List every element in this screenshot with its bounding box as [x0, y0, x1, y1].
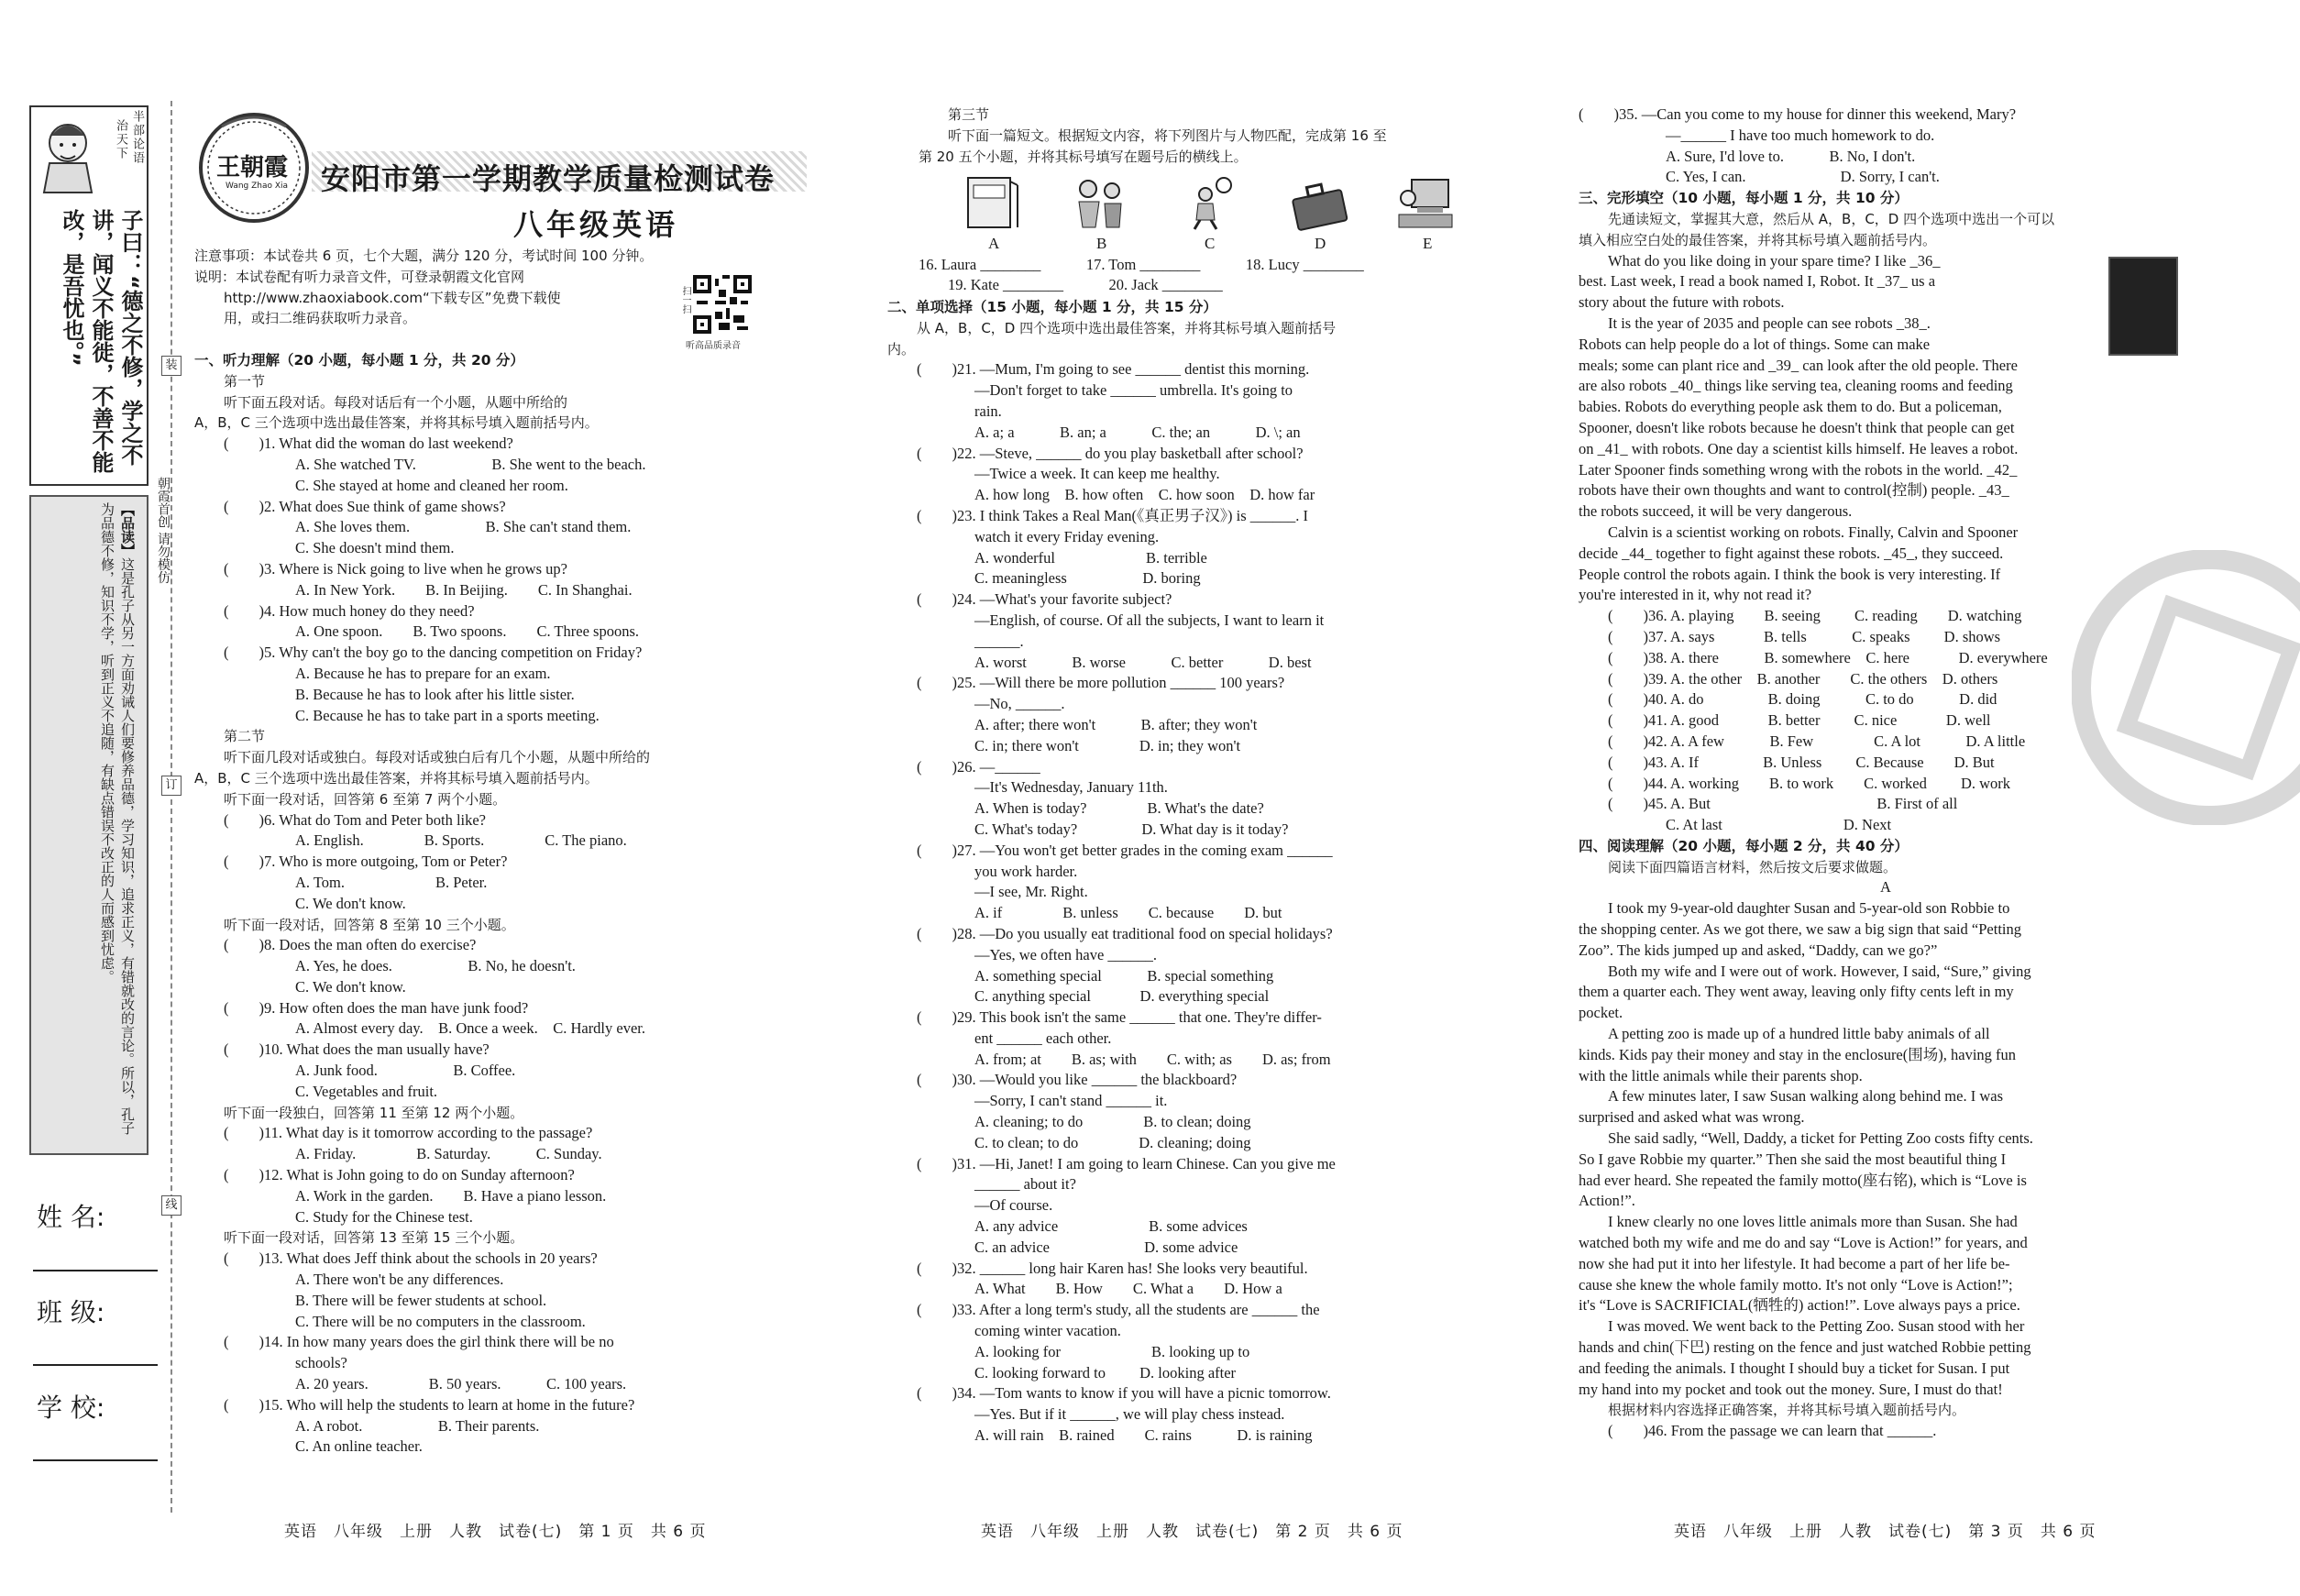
picture-label-c: C: [1205, 235, 1216, 252]
text-line: with the little animals while their parents shop.: [1579, 1066, 1863, 1084]
text-line: C. We don't know.: [295, 894, 406, 912]
text-line: ( )41. A. good B. better C. nice D. well: [1608, 711, 1991, 730]
text-line: ( )36. A. playing B. seeing C. reading D. watching: [1608, 607, 2022, 625]
class-label: 班 级:: [37, 1297, 105, 1327]
text-line: 用，或扫二维码获取听力录音。: [224, 310, 417, 327]
qr-scan-label: 扫一扫: [680, 286, 690, 314]
math-book-picture-icon: [963, 174, 1027, 231]
text-line: ( )9. How often does the man have junk food?: [224, 998, 529, 1017]
text-line: —English, of course. Of all the subjects, I want to learn it: [974, 611, 1325, 629]
text-line: ( )32. ______ long hair Karen has! She looks very beautiful.: [917, 1259, 1308, 1277]
text-line: C. An online teacher.: [295, 1437, 423, 1456]
text-line: them a quarter each. They went away, leaving only fifty cents left in my: [1579, 983, 2014, 1001]
text-line: ( )42. A. A few B. Few C. A lot D. A little: [1608, 732, 2026, 750]
text-line: had ever heard. She repeated the family motto(座右铭), which is “Love is: [1579, 1171, 2027, 1189]
text-line: 听下面一段对话，回答第 13 至第 15 三个小题。: [224, 1229, 524, 1247]
text-line: 填入相应空白处的最佳答案，并将其标号填入题前括号内。: [1579, 231, 1937, 248]
text-line: decide _44_ together to fight against these robots. _45_, they succeed.: [1579, 544, 2004, 562]
logo-text: 王朝霞: [216, 154, 289, 182]
exam-subtitle: 八年级英语: [513, 207, 679, 242]
text-line: schools?: [295, 1354, 347, 1372]
text-line: —Twice a week. It can keep me healthy.: [974, 465, 1220, 483]
text-line: A. from; at B. as; with C. with; as D. as; from: [974, 1050, 1331, 1068]
text-line: A. She watched TV. B. She went to the beach.: [295, 455, 646, 473]
text-line: A. after; there won't B. after; they won't: [974, 715, 1258, 733]
text-line: B. Because he has to look after his little sister.: [295, 685, 575, 703]
text-line: A. how long B. how often C. how soon D. how far: [974, 486, 1315, 504]
page3-footer: 英语 八年级 上册 人教 试卷(七) 第 3 页 共 6 页: [1674, 1523, 2096, 1541]
text-line: ( )12. What is John going to do on Sunday afternoon?: [224, 1166, 575, 1184]
text-line: 二、单项选择（15 小题，每小题 1 分，共 15 分）: [887, 299, 1217, 315]
text-line: ( )29. This book isn't the same ______ that one. They're differ-: [917, 1008, 1322, 1027]
text-line: ent ______ each other.: [974, 1029, 1112, 1047]
text-line: ( )3. Where is Nick going to live when he grows up?: [224, 559, 567, 578]
text-line: —Don't forget to take ______ umbrella. It's going to: [974, 381, 1293, 400]
cut-mark-xian: 线: [161, 1195, 182, 1216]
text-line: 注意事项：本试卷共 6 页，七个大题，满分 120 分，考试时间 100 分钟。: [194, 248, 654, 264]
text-line: http://www.zhaoxiabook.com“下载专区”免费下载使: [224, 289, 561, 306]
text-line: the robots succeed, it will be very dangerous.: [1579, 502, 1853, 521]
text-line: now she had put it into her lifestyle. It had become a part of her life be-: [1579, 1254, 2010, 1272]
text-line: A. Work in the garden. B. Have a piano lesson.: [295, 1186, 607, 1205]
text-line: rain.: [974, 402, 1002, 420]
text-line: ( )34. —Tom wants to know if you will have a picnic tomorrow.: [917, 1384, 1331, 1403]
text-line: best. Last week, I read a book named I, Robot. It _37_ us a: [1579, 272, 1936, 291]
text-line: C. At last D. Next: [1666, 816, 1892, 834]
text-line: ( )37. A. says B. tells C. speaks D. shows: [1608, 627, 2001, 645]
text-line: ( )7. Who is more outgoing, Tom or Peter?: [224, 853, 508, 871]
text-line: It is the year of 2035 and people can see robots _38_.: [1608, 314, 1931, 332]
text-line: ( )21. —Mum, I'm going to see ______ dentist this morning.: [917, 360, 1310, 379]
text-line: kinds. Kids pay their money and stay in the enclosure(围场), having fun: [1579, 1045, 2017, 1063]
text-line: —______ I have too much homework to do.: [1666, 126, 1935, 144]
text-line: ( )31. —Hi, Janet! I am going to learn Chinese. Can you give me: [917, 1154, 1336, 1172]
text-line: —No, ______.: [974, 695, 1065, 713]
text-line: A. Almost every day. B. Once a week. C. Hardly ever.: [295, 1019, 645, 1038]
text-line: ( )30. —Would you like ______ the blackboard?: [917, 1071, 1238, 1089]
text-line: ______ about it?: [974, 1175, 1076, 1194]
page2-footer: 英语 八年级 上册 人教 试卷(七) 第 2 页 共 6 页: [981, 1523, 1403, 1541]
text-line: So I gave Robbie my quarter.” Then she said the most beautiful thing I: [1579, 1150, 2007, 1168]
text-line: 从 A，B，C，D 四个选项中选出最佳答案，并将其标号填入题前括号: [917, 319, 1337, 336]
text-line: 内。: [887, 340, 916, 358]
text-line: Both my wife and I were out of work. However, I said, “Sure,” giving: [1608, 962, 2031, 980]
text-line: you work harder.: [974, 862, 1078, 880]
page2-column: [887, 297, 1502, 1447]
text-line: —Of course.: [974, 1196, 1053, 1215]
text-line: A. There won't be any differences.: [295, 1271, 504, 1289]
text-line: People control the robots again. I think the book is very interesting. If: [1579, 565, 2001, 583]
text-line: I was moved. We went back to the Petting Zoo. Susan stood with her: [1608, 1317, 2025, 1336]
text-line: A. Junk food. B. Coffee.: [295, 1062, 516, 1080]
text-line: babies. Robots do everything people ask them to do. But a policeman,: [1579, 398, 2002, 416]
match-line: 16. Laura ________ 17. Tom ________ 18. Lucy ________: [919, 256, 1364, 273]
text-line: ( )38. A. there B. somewhere C. here D. everywhere: [1608, 648, 2048, 666]
text-line: C. anything special D. everything special: [974, 987, 1270, 1006]
motto-head-2: 治天下: [114, 119, 127, 160]
text-line: C. meaningless D. boring: [974, 569, 1201, 588]
text-line: B. There will be fewer students at school.: [295, 1291, 547, 1309]
text-line: ( )46. From the passage we can learn that ______.: [1608, 1422, 1937, 1440]
text-line: on _41_ with robots. One day a scientist kills himself. He leaves a robot.: [1579, 439, 2019, 457]
text-line: 三、完形填空（10 小题，每小题 1 分，共 10 分）: [1579, 190, 1909, 207]
text-line: robots have their own thoughts and want to control(控制) people. _43_: [1579, 481, 2009, 500]
text-line: pocket.: [1579, 1004, 1623, 1022]
page2-top: [919, 105, 1505, 167]
text-line: A. worst B. worse C. better D. best: [974, 653, 1312, 671]
text-line: the shopping center. As we got there, we saw a big sign that said “Petting: [1579, 920, 2021, 939]
text-line: C. Vegetables and fruit.: [295, 1082, 438, 1100]
text-line: ( )13. What does Jeff think about the schools in 20 years?: [224, 1249, 598, 1268]
text-line: meals; some can plant rice and _39_ can look after the old people. There: [1579, 356, 2018, 374]
pindu-label: 【品读】: [119, 502, 136, 557]
text-line: A. if B. unless C. because D. but: [974, 904, 1282, 922]
text-line: A. cleaning; to do B. to clean; doing: [974, 1113, 1251, 1131]
text-line: 根据材料内容选择正确答案，并将其标号填入题前括号内。: [1608, 1402, 1966, 1419]
text-line: ( )44. A. working B. to work C. worked D. work: [1608, 774, 2011, 792]
text-line: ( )14. In how many years does the girl think there will be no: [224, 1333, 614, 1351]
text-line: ( )40. A. do B. doing C. to do D. did: [1608, 690, 1997, 709]
text-line: A. A robot. B. Their parents.: [295, 1416, 540, 1435]
text-line: my hand into my pocket and took out the money. Sure, I must do that!: [1579, 1380, 2003, 1398]
text-line: ( )23. I think Takes a Real Man(《真正男子汉》) is ______. I: [917, 506, 1309, 524]
text-line: I knew clearly no one loves little animals more than Susan. She had: [1608, 1213, 2018, 1231]
text-line: ( )45. A. But B. First of all: [1608, 795, 1958, 813]
text-line: 听下面一段独白，回答第 11 至第 12 两个小题。: [224, 1104, 524, 1121]
text-line: C. Study for the Chinese test.: [295, 1207, 473, 1226]
text-line: ( )33. After a long term's study, all the students are ______ the: [917, 1301, 1320, 1319]
text-line: 19. Kate ________ 20. Jack ________: [948, 276, 1223, 293]
page2-match: [919, 275, 1505, 296]
page1-footer: 英语 八年级 上册 人教 试卷(七) 第 1 页 共 6 页: [284, 1523, 707, 1541]
text-line: cause she knew the whole family motto. It's not only “Love is Action!”;: [1579, 1275, 2013, 1293]
name-field[interactable]: [33, 1270, 158, 1271]
text-line: ( )27. —You won't get better grades in the coming exam ______: [917, 841, 1333, 859]
text-line: 听下面一段对话，回答第 6 至第 7 两个小题。: [224, 790, 507, 808]
match-row-1: [919, 255, 1505, 276]
motto-quote: 子曰：“德之不修，学之不讲，闻义不能徙，不善不能改，是吾忧也。”: [59, 209, 143, 473]
text-line: coming winter vacation.: [974, 1322, 1121, 1340]
motto-head-1: 半部论语: [130, 110, 144, 165]
text-line: A. One spoon. B. Two spoons. C. Three spoons.: [295, 622, 639, 641]
text-line: C. There will be no computers in the classroom.: [295, 1312, 586, 1330]
computer-user-picture-icon: [1393, 174, 1458, 231]
text-line: ( )11. What day is it tomorrow according to the passage?: [224, 1124, 593, 1142]
picture-label-b: B: [1096, 235, 1107, 252]
text-line: C. We don't know.: [295, 977, 406, 996]
text-line: A. 20 years. B. 50 years. C. 100 years.: [295, 1375, 627, 1393]
text-line: Robots can help people do a lot of things. Some can make: [1579, 335, 1931, 353]
page1-column: [194, 246, 799, 1458]
text-line: C. Because he has to take part in a sports meeting.: [295, 706, 600, 724]
text-line: Later Spooner finds something wrong with the robots in the world. _42_: [1579, 460, 2018, 479]
kids-playing-picture-icon: [1068, 174, 1132, 231]
text-line: watch it every Friday evening.: [974, 527, 1160, 545]
qr-caption: 听高品质录音: [686, 341, 741, 351]
text-line: A few minutes later, I saw Susan walking along behind me. I was: [1608, 1087, 2003, 1106]
text-line: A，B，C 三个选项中选出最佳答案，并将其标号填入题前括号内。: [194, 769, 599, 787]
text-line: A. any advice B. some advices: [974, 1217, 1248, 1236]
text-line: ( )5. Why can't the boy go to the dancing competition on Friday?: [224, 644, 643, 662]
school-label: 学 校:: [37, 1392, 105, 1423]
text-line: —Yes, we often have ______.: [974, 945, 1158, 963]
text-line: 听下面一篇短文。根据短文内容，将下列图片与人物匹配，完成第 16 至: [948, 127, 1387, 144]
text-line: 一、听力理解（20 小题，每小题 1 分，共 20 分）: [194, 351, 524, 369]
text-line: A. Sure, I'd love to. B. No, I don't.: [1666, 147, 1916, 165]
cut-line: [171, 101, 172, 1513]
text-line: watched both my wife and me do and say “Love is Action!” for years, and: [1579, 1234, 2028, 1252]
copyright-notice: 朝霞首创 请勿模仿: [156, 477, 171, 584]
text-line: A. will rain B. rained C. rains D. is raining: [974, 1426, 1313, 1445]
text-line: A. What B. How C. What a D. How a: [974, 1280, 1282, 1298]
text-line: 先通读短文，掌握其大意，然后从 A，B，C，D 四个选项中选出一个可以: [1608, 210, 2055, 227]
text-line: A. In New York. B. In Beijing. C. In Shanghai.: [295, 580, 633, 599]
text-line: 听下面一段对话，回答第 8 至第 10 三个小题。: [224, 916, 515, 933]
text-line: story about the future with robots.: [1579, 293, 1785, 312]
text-line: 第 20 五个小题，并将其标号填写在题号后的横线上。: [919, 148, 1248, 165]
text-line: A. Tom. B. Peter.: [295, 873, 488, 891]
basketball-player-picture-icon: [1178, 174, 1242, 231]
text-line: ( )43. A. If B. Unless C. Because D. But: [1608, 753, 1995, 771]
text-line: ( )28. —Do you usually eat traditional food on special holidays?: [917, 924, 1333, 942]
text-line: ( )24. —What's your favorite subject?: [917, 590, 1172, 609]
text-line: She said sadly, “Well, Daddy, a ticket for Petting Zoo costs fifty cents.: [1608, 1129, 2033, 1148]
text-line: 阅读下面四篇语言材料，然后按文后要求做题。: [1608, 858, 1898, 875]
text-line: ( )25. —Will there be more pollution ______ 100 years?: [917, 674, 1285, 692]
text-line: C. in; there won't D. in; they won't: [974, 736, 1241, 754]
cut-mark-zhuang: 装: [161, 356, 182, 376]
text-line: A. something special B. special something: [974, 966, 1274, 985]
text-line: ( )26. —______: [917, 757, 1040, 776]
text-line: you're interested in it, why not read it?: [1579, 586, 1812, 604]
text-line: ( )4. How much honey do they need?: [224, 601, 475, 620]
text-line: ( )8. Does the man often do exercise?: [224, 936, 477, 954]
text-line: C. an advice D. some advice: [974, 1238, 1238, 1256]
text-line: A. Yes, he does. B. No, he doesn't.: [295, 957, 576, 975]
text-line: I took my 9-year-old daughter Susan and 5-year-old son Robbie to: [1608, 899, 2010, 918]
confucius-illustration-icon: [33, 108, 116, 195]
text-line: A. Because he has to prepare for an exam.: [295, 664, 551, 682]
text-line: A. wonderful B. terrible: [974, 548, 1207, 567]
briefcase-picture-icon: [1288, 174, 1352, 231]
text-line: 第三节: [948, 106, 990, 123]
text-line: ______.: [974, 632, 1024, 650]
page3-column: [1579, 105, 2193, 1442]
text-line: and feeding the animals. I thought I should buy a ticket for Susan. I put: [1579, 1359, 2010, 1377]
text-line: 听下面五段对话。每段对话后有一个小题，从题中所给的: [224, 393, 568, 411]
text-line: ( )15. Who will help the students to learn at home in the future?: [224, 1395, 635, 1414]
text-line: A，B，C 三个选项中选出最佳答案，并将其标号填入题前括号内。: [194, 414, 599, 432]
pindu-body: 这是孔子从另一方面劝诫人们要修养品德，学习知识，追求正义，有错就改的言论。所以，孔子为品德不修，知识不学，听到正义不追随，有缺点错误不改正的人而感到忧虑。: [99, 502, 136, 1135]
text-line: ( )35. —Can you come to my house for dinner this weekend, Mary?: [1579, 105, 2017, 123]
text-line: C. Yes, I can. D. Sorry, I can't.: [1666, 168, 1940, 186]
text-line: What do you like doing in your spare time? I like _36_: [1608, 251, 1941, 270]
text-line: Action!”.: [1579, 1192, 1635, 1210]
text-line: ( )39. A. the other B. another C. the others D. others: [1608, 669, 1998, 688]
text-line: ( )1. What did the woman do last weekend?: [224, 435, 513, 453]
text-line: —Sorry, I can't stand ______ it.: [974, 1092, 1168, 1110]
text-line: 第二节: [224, 728, 266, 745]
text-line: Zoo”. The kids jumped up and asked, “Daddy, can we go?”: [1579, 941, 1938, 959]
text-line: Spooner, doesn't like robots because he doesn't think that people can get: [1579, 418, 2015, 436]
text-line: ( )2. What does Sue think of game shows?: [224, 497, 506, 515]
text-line: are also robots _40_ things like serving tea, cleaning rooms and feeding: [1579, 377, 2013, 395]
text-line: —It's Wednesday, January 11th.: [974, 778, 1168, 797]
exam-title: 安阳市第一学期教学质量检测试卷: [321, 161, 776, 196]
text-line: 四、阅读理解（20 小题，每小题 2 分，共 40 分）: [1579, 837, 1909, 854]
text-line: A: [1880, 878, 1891, 897]
text-line: ( )22. —Steve, ______ do you play basketball after school?: [917, 444, 1304, 462]
picture-label-e: E: [1423, 235, 1433, 252]
picture-label-d: D: [1315, 235, 1326, 252]
text-line: A. When is today? B. What's the date?: [974, 799, 1264, 818]
text-line: ( )10. What does the man usually have?: [224, 1040, 490, 1059]
text-line: ( )6. What do Tom and Peter both like?: [224, 810, 487, 829]
class-field[interactable]: [33, 1364, 158, 1366]
text-line: A. She loves them. B. She can't stand them.: [295, 518, 632, 536]
text-line: A petting zoo is made up of a hundred little baby animals of all: [1608, 1025, 1990, 1043]
text-line: A. a; a B. an; a C. the; an D. \; an: [974, 423, 1301, 441]
picture-label-a: A: [988, 235, 1000, 252]
text-line: 听下面几段对话或独白。每段对话或独白后有几个小题，从题中所给的: [224, 749, 651, 766]
text-line: C. What's today? D. What day is it today?: [974, 820, 1289, 838]
text-line: it's “Love is SACRIFICIAL(牺牲的) action!”. Love always pays a price.: [1579, 1296, 2020, 1315]
text-line: 第一节: [224, 372, 266, 390]
school-field[interactable]: [33, 1459, 158, 1461]
text-line: —Yes. But if it ______, we will play chess instead.: [974, 1405, 1285, 1424]
text-line: Calvin is a scientist working on robots. Finally, Calvin and Spooner: [1608, 523, 2019, 541]
name-label: 姓 名:: [37, 1202, 105, 1232]
logo-subtext: Wang Zhao Xia: [226, 182, 289, 191]
text-line: C. She stayed at home and cleaned her room.: [295, 476, 568, 494]
text-line: C. looking forward to D. looking after: [974, 1363, 1237, 1381]
text-line: surprised and asked what was wrong.: [1579, 1108, 1805, 1127]
text-line: A. looking for B. looking up to: [974, 1342, 1250, 1360]
text-line: —I see, Mr. Right.: [974, 883, 1088, 901]
text-line: A. Friday. B. Saturday. C. Sunday.: [295, 1145, 602, 1163]
text-line: 说明：本试卷配有听力录音文件，可登录朝霞文化官网: [194, 268, 525, 285]
text-line: C. to clean; to do D. cleaning; doing: [974, 1133, 1251, 1151]
text-line: A. English. B. Sports. C. The piano.: [295, 831, 627, 850]
text-line: C. She doesn't mind them.: [295, 539, 455, 557]
cut-mark-ding: 订: [161, 776, 182, 796]
text-line: [194, 329, 799, 350]
text-line: hands and chin(下巴) resting on the fence and just watched Robbie petting: [1579, 1338, 2031, 1357]
pindu-text: [37, 502, 138, 1144]
